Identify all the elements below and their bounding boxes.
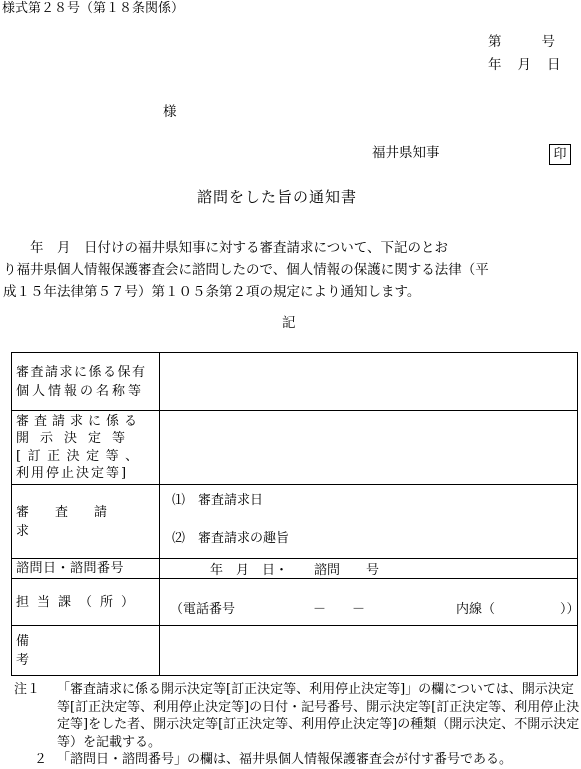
seal-label: 印 [553, 147, 567, 162]
number-suffix: 号 [541, 34, 555, 50]
addressee-suffix: 様 [163, 104, 177, 120]
label-cell [12, 626, 160, 676]
ki-heading: 記 [282, 315, 296, 331]
document-title: 諮問をした旨の通知書 [197, 188, 358, 206]
number-prefix: 第 [488, 34, 502, 50]
note-2 [14, 751, 580, 769]
date-month: 月 [517, 57, 531, 73]
row4-value-cell[interactable] [160, 559, 578, 579]
document-number-line [488, 36, 555, 50]
row2-label-line4: 利用停止決定等] [16, 466, 129, 481]
note-2-head: ２ [34, 752, 48, 767]
label-cell [12, 485, 160, 559]
table-row [12, 559, 578, 579]
issue-date-line [488, 59, 561, 73]
row4-value: 年 月 日・ 諮問 号 [210, 563, 380, 578]
request-table [11, 352, 578, 676]
note-1 [14, 681, 580, 751]
row3-label: 審査請求 [16, 504, 134, 539]
date-day: 日 [547, 57, 561, 73]
form-number: 様式第２８号（第１８条関係） [2, 1, 185, 16]
row1-value-cell[interactable] [160, 353, 578, 411]
row5-value: （電話番号 － － 内線（ ）） [170, 602, 580, 617]
body-line-3: 成１５年法律第５７号）第１０５条第２項の規定により通知します。 [3, 284, 421, 300]
table-row [12, 411, 578, 485]
body-text [3, 237, 577, 303]
table-row [12, 579, 578, 626]
seal-box [549, 144, 571, 165]
table-row [12, 353, 578, 411]
note-1-text: 「審査請求に係る開示決定等[訂正決定等、利用停止決定等]」の欄については、開示決定等[訂正決定等、利用停止決定等]の日付・記号番号、開示決定等[訂正決定等、利用停止決定等]をした者、開示決定等[訂正決定等、利用停止決定等]の種類（開示決定、不開示決定等）を記載する。 [57, 682, 580, 750]
row1-label-line1: 審査請求に係る保有 [16, 364, 147, 380]
row3-item2: ⑵ 審査請求の趣旨 [172, 531, 290, 546]
row6-value-cell[interactable] [160, 626, 578, 676]
sender-name: 福井県知事 [372, 145, 440, 161]
date-year: 年 [488, 57, 502, 73]
row4-label: 諮問日・諮問番号 [16, 561, 125, 576]
body-line-1: 年 月 日付けの福井県知事に対する審査請求について、下記のとお [3, 240, 448, 256]
row1-label-line2: 個人情報の名称等 [16, 383, 145, 399]
note-1-head: 注１ [14, 682, 41, 697]
row5-label: 担当課（所） [16, 594, 143, 610]
row3-value-cell[interactable] [160, 485, 578, 559]
row3-item1: ⑴ 審査請求日 [172, 493, 264, 508]
row6-label: 備考 [16, 633, 134, 668]
label-cell [12, 559, 160, 579]
label-cell [12, 579, 160, 626]
table-row [12, 485, 578, 559]
label-cell [12, 353, 160, 411]
row2-value-cell[interactable] [160, 411, 578, 485]
notes [14, 681, 580, 769]
label-cell [12, 411, 160, 485]
row2-label-line1: 審査請求に係る [16, 413, 143, 429]
table-row [12, 626, 578, 676]
row2-label-line2: 開示決定等 [16, 431, 137, 446]
row2-label-line3: [訂正決定等、 [16, 448, 145, 464]
body-line-2: り福井県個人情報保護審査会に諮問したので、個人情報の保護に関する法律（平 [3, 262, 489, 278]
note-2-text: 「諮問日・諮問番号」の欄は、福井県個人情報保護審査会が付す番号である。 [57, 752, 513, 767]
row5-value-cell[interactable] [160, 579, 578, 626]
